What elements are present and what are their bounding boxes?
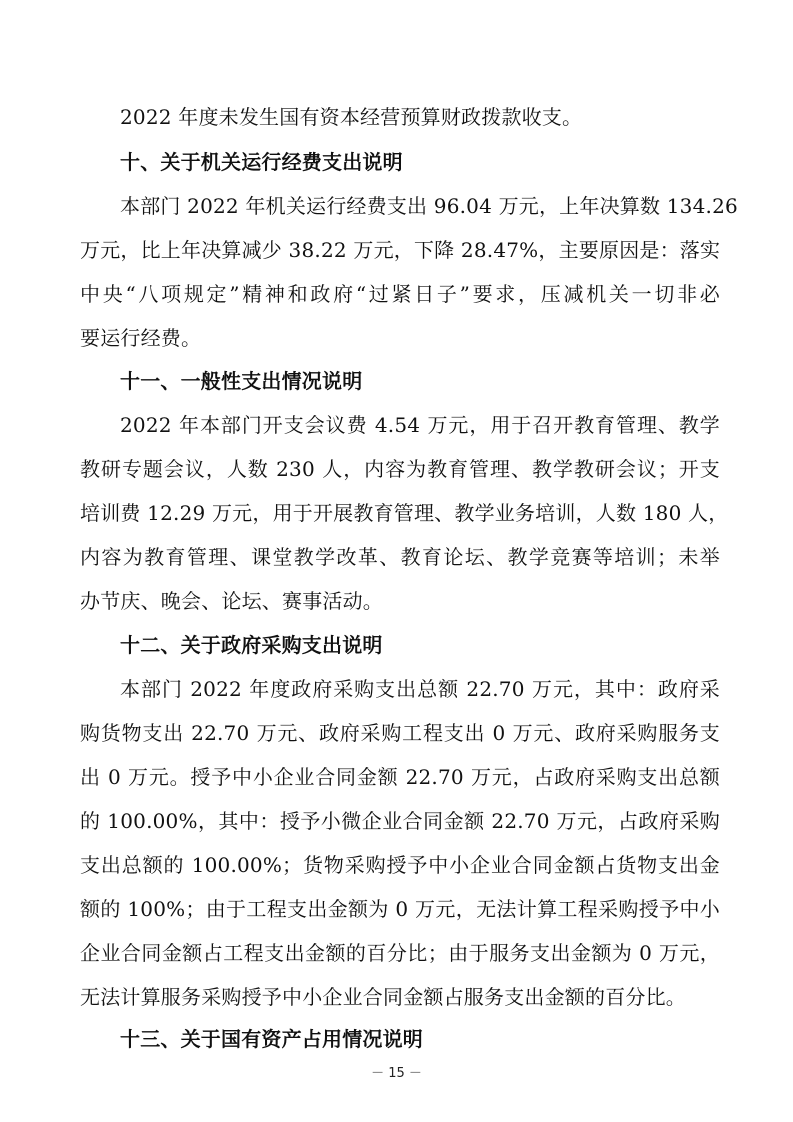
section-13-heading: 十三、关于国有资产占用情况说明 [120, 1027, 423, 1051]
section-11-line-3: 培训费 12.29 万元，用于开展教育管理、教学业务培训，人数 180 人， [80, 501, 729, 525]
section-11-line-1: 2022 年本部门开支会议费 4.54 万元，用于召开教育管理、教学 [120, 413, 720, 437]
section-10-line-1: 本部门 2022 年机关运行经费支出 96.04 万元，上年决算数 134.26 [120, 194, 738, 218]
section-11-line-4: 内容为教育管理、课堂教学改革、教育论坛、教学竞赛等培训；未举 [80, 545, 720, 569]
section-12-line-5: 支出总额的 100.00%；货物采购授予中小企业合同金额占货物支出金 [80, 853, 720, 877]
section-11-line-5: 办节庆、晚会、论坛、赛事活动。 [80, 589, 383, 613]
section-11-line-2: 教研专题会议，人数 230 人，内容为教育管理、教学教研会议；开支 [80, 457, 720, 481]
section-10-line-4: 要运行经费。 [80, 326, 202, 350]
section-12-line-2: 购货物支出 22.70 万元、政府采购工程支出 0 万元、政府采购服务支 [80, 721, 720, 745]
page-number: － 15 － [371, 1066, 422, 1081]
intro-paragraph: 2022 年度未发生国有资本经营预算财政拨款收支。 [120, 105, 583, 129]
section-12-line-7: 企业合同金额占工程支出金额的百分比；由于服务支出金额为 0 万元， [80, 941, 720, 965]
section-12-line-3: 出 0 万元。授予中小企业合同金额 22.70 万元，占政府采购支出总额 [80, 765, 720, 789]
section-10-line-3: 中央“八项规定”精神和政府“过紧日子”要求，压减机关一切非必 [80, 282, 720, 306]
section-12-line-8: 无法计算服务采购授予中小企业合同金额占服务支出金额的百分比。 [80, 985, 686, 1009]
section-12-line-6: 额的 100%；由于工程支出金额为 0 万元，无法计算工程采购授予中小 [80, 897, 720, 921]
section-10-line-2: 万元，比上年决算减少 38.22 万元，下降 28.47%，主要原因是：落实 [80, 238, 721, 262]
section-11-heading: 十一、一般性支出情况说明 [120, 369, 363, 393]
section-12-line-4: 的 100.00%，其中：授予小微企业合同金额 22.70 万元，占政府采购 [80, 809, 720, 833]
section-12-line-1: 本部门 2022 年度政府采购支出总额 22.70 万元，其中：政府采 [120, 677, 720, 701]
section-12-heading: 十二、关于政府采购支出说明 [120, 633, 383, 657]
section-10-heading: 十、关于机关运行经费支出说明 [120, 150, 403, 174]
